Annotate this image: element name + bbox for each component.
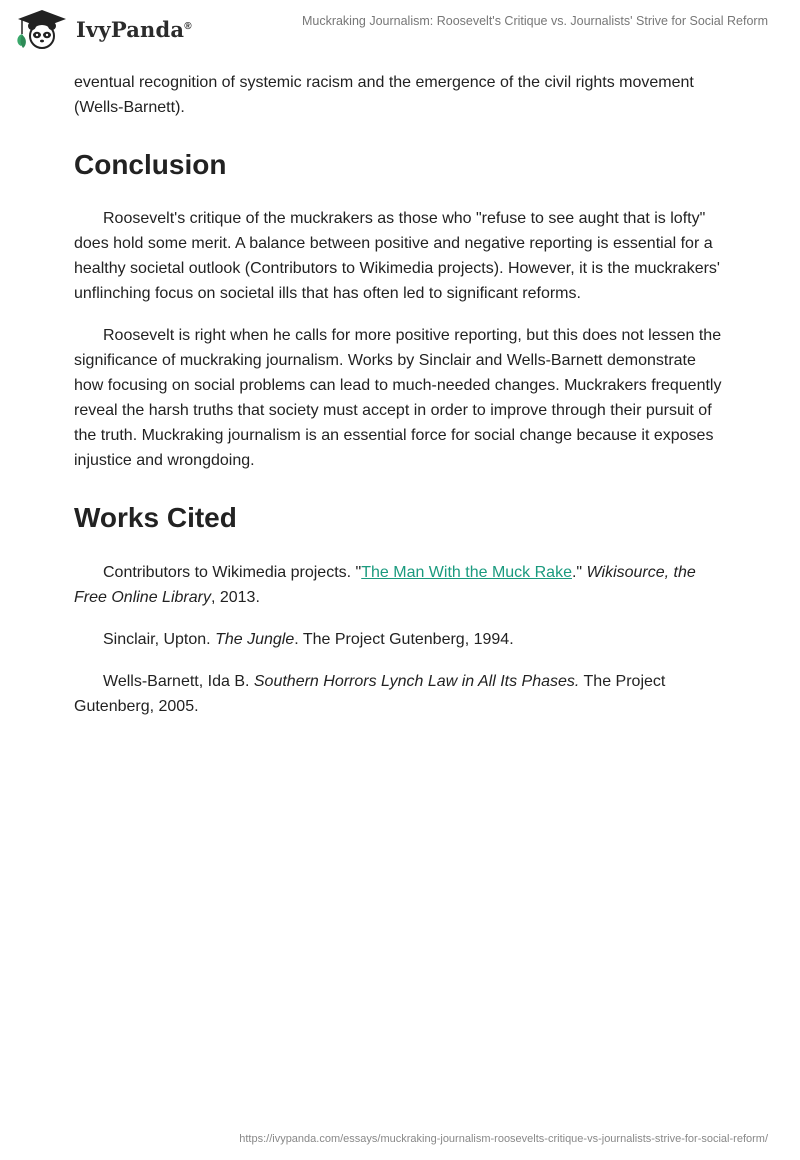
citation-wells-barnett: Wells-Barnett, Ida B. Southern Horrors Lynch Law in All Its Phases. The Project Gutenberg, 2005. — [74, 673, 666, 715]
citation-sinclair: Sinclair, Upton. The Jungle. The Project Gutenberg, 1994. — [103, 631, 514, 648]
conclusion-paragraph-2: Roosevelt is right when he calls for more positive reporting, but this does not lessen the significance of muckraking journalism. Works by Sinclair and Wells-Barnett demonstrate how focusing on social problems can lead to much-needed changes. Muckrakers frequently reveal the harsh truths that society must accept in order to improve through their pursuit of the truth. Muckraking journalism is an essential force for social change because it exposes injustice and wrongdoing. — [74, 327, 722, 469]
citation-title: The Jungle — [215, 631, 295, 648]
citation-title: Southern Horrors Lynch Law in All Its Phases. — [253, 673, 580, 690]
logo-wordmark: IvyPanda® — [76, 16, 192, 42]
conclusion-heading: Conclusion — [74, 149, 227, 180]
ivypanda-logo[interactable] — [14, 8, 192, 50]
panda-graduation-cap-icon — [14, 8, 70, 50]
intro-paragraph: eventual recognition of systemic racism and the emergence of the civil rights movement (Wells-Barnett). — [74, 74, 694, 116]
citation-wikimedia: Contributors to Wikimedia projects. "The Man With the Muck Rake." Wikisource, the Free Online Library, 2013. — [74, 564, 696, 606]
muck-rake-link[interactable]: The Man With the Muck Rake — [361, 564, 572, 581]
works-cited-heading: Works Cited — [74, 502, 237, 533]
citation-title: Wikisource, the Free Online Library — [74, 564, 696, 606]
footer-source-url[interactable]: https://ivypanda.com/essays/muckraking-journalism-roosevelts-critique-vs-journalists-strive-for-social-reform/ — [239, 1133, 768, 1145]
conclusion-paragraph-1: Roosevelt's critique of the muckrakers as those who "refuse to see aught that is lofty" does hold some merit. A balance between positive and negative reporting is essential for a healthy societal outlook (Contributors to Wikimedia projects). However, it is the muckrakers' unflinching focus on societal ills that has often led to significant reforms. — [74, 210, 720, 302]
essay-content — [74, 70, 726, 719]
document-header-title: Muckraking Journalism: Roosevelt's Critique vs. Journalists' Strive for Social Reform — [301, 14, 768, 28]
registered-mark: ® — [184, 20, 192, 32]
